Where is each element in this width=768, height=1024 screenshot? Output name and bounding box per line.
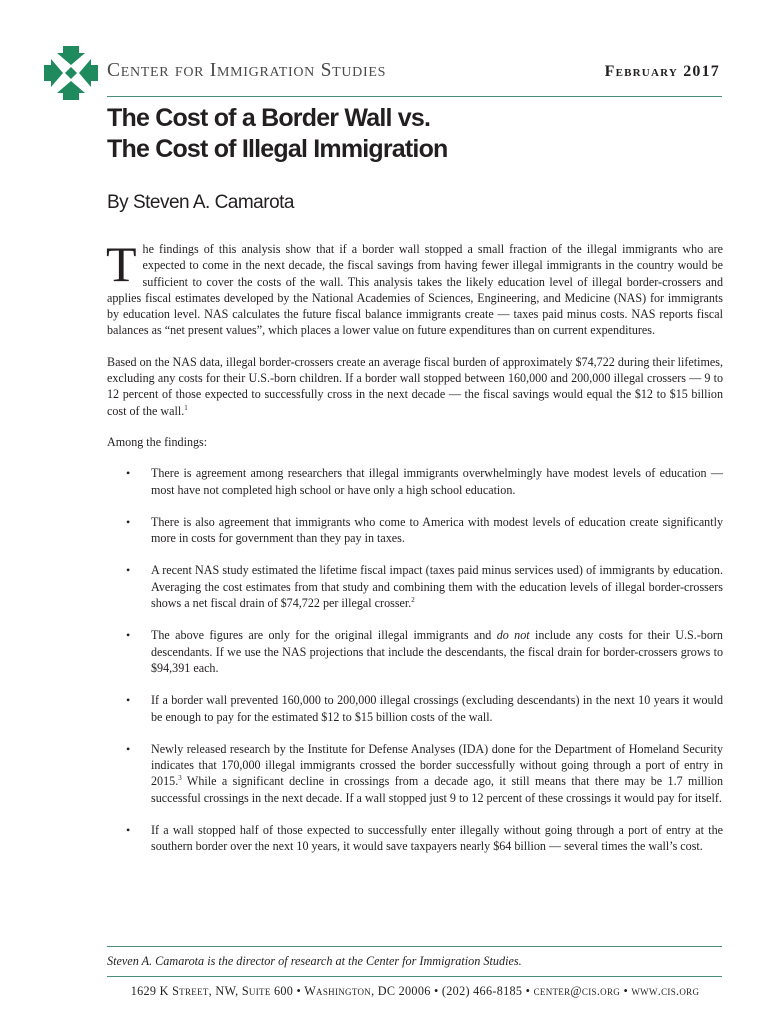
summary-paragraph <box>107 354 723 419</box>
intro-text: he findings of this analysis show that if a border wall stopped a small fraction of the illegal immigrants who are expected to come in the next decade, the fiscal savings from having fewer illegal immigrants in the country would be sufficient to cover the costs of the wall. This analysis takes the likely education level of illegal border-crossers and applies fiscal estimates developed by the National Academies of Sciences, Engineering, and Medicine (NAS) for immigrants by education level. NAS calculates the future fiscal balance immigrants create — taxes paid minus costs. NAS reports fiscal balances as “net present values”, which places a lower value on future expenditures than on current expenditures. <box>107 242 723 338</box>
intro-paragraph <box>106 236 723 339</box>
email-link[interactable]: center@cis.org <box>533 984 621 998</box>
finding-text: There is agreement among researchers that illegal immigrants overwhelmingly have modest levels of education — most have not completed high school or have only a high school education. <box>151 466 723 497</box>
report-title <box>107 103 727 165</box>
separator: • <box>525 984 531 998</box>
footnote-ref: 2 <box>411 596 415 605</box>
separator: • <box>296 984 302 998</box>
title-line-2: The Cost of Illegal Immigration <box>107 135 448 163</box>
findings-list <box>107 465 723 854</box>
title-line-1: The Cost of a Border Wall vs. <box>107 104 431 132</box>
finding-item <box>107 692 723 725</box>
findings-intro: Among the findings: <box>107 434 208 449</box>
author-bio: Steven A. Camarota is the director of research at the Center for Immigration Studies. <box>107 954 522 968</box>
footnote-ref: 1 <box>184 403 188 412</box>
finding-item <box>107 822 723 855</box>
issue-date: February 2017 <box>604 63 720 80</box>
finding-text: Newly released research by the Institute for Defense Analyses (IDA) done for the Department of Homeland Security indicates that 170,000 illegal immigrants crossed the border successfully without going through a port of entry in 2015. <box>151 741 723 789</box>
finding-text: The above figures are only for the original illegal immigrants and <box>151 628 497 643</box>
finding-text: A recent NAS study estimated the lifetime fiscal impact (taxes paid minus services used) of immigrants by education. Averaging the cost estimates from that study and combining them with the education levels of illegal border-crossers shows a net fiscal drain of $74,722 per illegal crosser. <box>151 563 723 611</box>
phone: (202) 466-8185 <box>441 984 523 998</box>
footnote-ref: 3 <box>178 774 182 783</box>
finding-text: While a significant decline in crossings from a decade ago, it still means that there may be 1.7 million successful crossings in the next decade. If a wall stopped just 9 to 12 percent of these crossings it would pay for itself. <box>151 774 723 805</box>
byline: By Steven A. Camarota <box>107 192 294 213</box>
finding-text: There is also agreement that immigrants who come to America with modest levels of education create significantly more in costs for government than they pay in taxes. <box>151 514 723 546</box>
finding-emphasis: do not <box>496 628 530 643</box>
finding-item <box>107 562 723 611</box>
finding-item <box>107 741 723 806</box>
footer-divider-bottom <box>107 976 722 977</box>
org-name: Center for Immigration Studies <box>107 60 387 81</box>
finding-item <box>107 627 723 676</box>
contact-line <box>107 984 723 999</box>
summary-text: Based on the NAS data, illegal border-crossers create an average fiscal burden of approximately $74,722 during their lifetimes, excluding any costs for their U.S.-born children. If a border wall stopped between 160,000 and 200,000 illegal crossers — 9 to 12 percent of those expected to successfully cross in the next decade — the fiscal savings would equal the $12 to $15 billion cost of the wall. <box>107 354 723 418</box>
finding-text: If a border wall prevented 160,000 to 200,000 illegal crossings (excluding descendants) in the next 10 years it would be enough to pay for the estimated $12 to $15 billion costs of the wall. <box>151 693 723 724</box>
city: Washington, DC 20006 <box>304 984 431 998</box>
address: 1629 K Street, NW, Suite 600 <box>130 984 294 998</box>
separator: • <box>433 984 439 998</box>
finding-item <box>107 514 723 547</box>
footer-divider-top <box>107 946 722 947</box>
finding-text: include any costs for their U.S.-born descendants. If we use the NAS projections that include the descendants, the fiscal drain for border-crossers grows to $94,391 each. <box>151 628 723 675</box>
article-body <box>106 236 723 871</box>
drop-cap: T <box>106 236 137 292</box>
header-divider <box>107 96 722 97</box>
website-link[interactable]: www.cis.org <box>631 984 700 998</box>
cis-logo-icon <box>44 46 98 100</box>
separator: • <box>623 984 629 998</box>
finding-text: If a wall stopped half of those expected to successfully enter illegally without going through a port of entry at the southern border over the next 10 years, it would save taxpayers nearly $64 billion — several times the wall’s cost. <box>151 823 723 854</box>
finding-item <box>107 465 723 498</box>
